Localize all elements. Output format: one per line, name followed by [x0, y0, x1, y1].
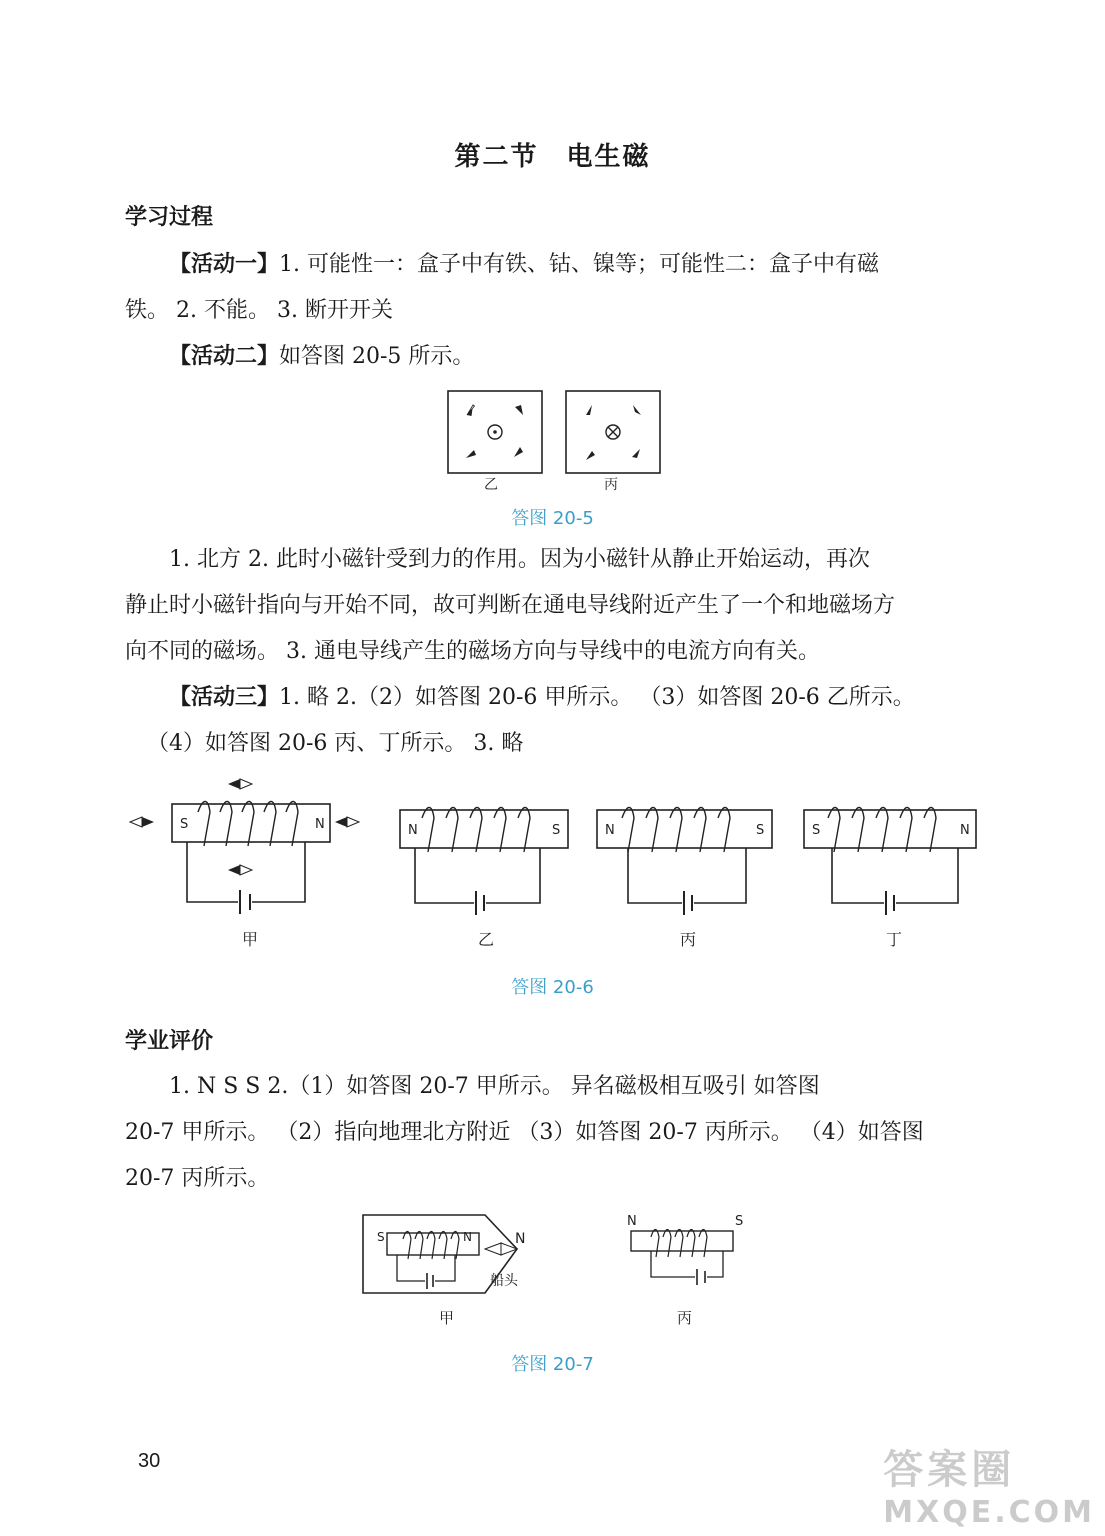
activity3-line2: （4）如答图 20-6 丙、丁所示。 3. 略: [147, 731, 524, 756]
activity1-block: [125, 241, 985, 334]
compass-needle-icon: [633, 405, 641, 415]
compass-needle-icon: [586, 451, 595, 460]
title-topic: 电生磁: [566, 142, 651, 172]
activity3-tag: 【活动三】: [169, 684, 280, 710]
pole-label: N: [960, 823, 970, 838]
evaluation-line2: 20-7 甲所示。 （2）指向地理北方附近 （3）如答图 20-7 丙所示。 （4）如答图: [125, 1120, 924, 1145]
compass-needle-icon: [335, 817, 359, 827]
answers2-line1: 1. 北方 2. 此时小磁针受到力的作用。因为小磁针从静止开始运动，再次: [169, 547, 870, 572]
activity2-block: [125, 333, 985, 380]
title-section: 第二节: [454, 142, 539, 172]
section-heading-evaluation: 学业评价: [125, 1029, 214, 1054]
fig206-circuit-d: [804, 808, 976, 950]
pole-label: N: [315, 817, 325, 832]
compass-needle-icon: [466, 450, 476, 458]
fig207-boat: [363, 1215, 525, 1327]
pole-label: N: [463, 1230, 472, 1244]
fig206-label-a: 甲: [242, 930, 259, 949]
compass-needle-icon: [586, 405, 592, 415]
compass-needle-icon: [467, 405, 475, 416]
activity1-line1: 1. 可能性一：盒子中有铁、钴、镍等；可能性二：盒子中有磁: [279, 252, 880, 277]
activity3-line1: 1. 略 2.（2）如答图 20-6 甲所示。 （3）如答图 20-6 乙所示。: [279, 685, 915, 710]
pole-label: S: [812, 823, 821, 838]
pole-label: N: [627, 1214, 637, 1229]
fig206-circuit-b: [400, 808, 568, 950]
fig206-circuit-a: [130, 779, 359, 949]
page-title: [0, 136, 1105, 173]
watermark: [883, 1438, 1095, 1530]
fig207-circuit-b: [627, 1214, 743, 1327]
activity2-tag: 【活动二】: [169, 343, 280, 369]
fig206-label-d: 丁: [886, 930, 903, 949]
compass-needle-icon: [515, 405, 523, 415]
compass-needle-icon: [228, 865, 252, 875]
fig205-label-b: 丙: [604, 477, 618, 493]
watermark-line1: 答案圈: [883, 1447, 1016, 1493]
pole-label: N: [605, 823, 615, 838]
figure-20-7: [355, 1205, 795, 1335]
evaluation-line1: 1. N S S 2.（1）如答图 20-7 甲所示。 异名磁极相互吸引 如答图: [169, 1074, 820, 1099]
fig207-caption: 答图 20-7: [511, 1354, 594, 1375]
pole-label: S: [552, 823, 561, 838]
pole-label: S: [377, 1230, 385, 1244]
compass-needle-icon: [228, 779, 252, 789]
compass-needle-icon: [130, 817, 154, 827]
activity1-tag: 【活动一】: [169, 251, 280, 277]
activity2-text: 如答图 20-5 所示。: [279, 344, 475, 369]
pole-label: S: [756, 823, 765, 838]
activity3-block: [125, 674, 985, 767]
fig206-circuit-c: [597, 808, 772, 950]
fig206-label-c: 丙: [680, 930, 697, 949]
pole-label: S: [180, 817, 189, 832]
pole-label: S: [735, 1214, 744, 1229]
needle-label: N: [515, 1231, 526, 1247]
compass-needle-icon: [632, 449, 640, 458]
section-heading-process: 学习过程: [125, 205, 214, 230]
fig206-label-b: 乙: [478, 930, 495, 949]
evaluation-block: [125, 1064, 985, 1202]
fig205-caption: 答图 20-5: [511, 508, 594, 529]
fig207-label-a: 甲: [439, 1309, 455, 1327]
fig205-box-b: [566, 391, 660, 473]
watermark-line2: MXQE.COM: [883, 1495, 1095, 1530]
fig206-caption: 答图 20-6: [511, 977, 594, 998]
answers2-block: [125, 537, 985, 675]
fig205-box-a: [448, 391, 542, 473]
evaluation-line3: 20-7 丙所示。: [125, 1166, 270, 1191]
page-number: 30: [138, 1450, 161, 1472]
answers2-line3: 向不同的磁场。 3. 通电导线产生的磁场方向与导线中的电流方向有关。: [125, 639, 820, 664]
answers2-line2: 静止时小磁针指向与开始不同，故可判断在通电导线附近产生了一个和地磁场方: [125, 593, 896, 618]
boat-label: 船头: [490, 1273, 518, 1289]
compass-needle-icon: [514, 447, 523, 457]
fig205-label-a: 乙: [484, 477, 498, 493]
fig207-label-b: 丙: [677, 1309, 693, 1327]
figure-20-6: [120, 770, 1000, 955]
pole-label: N: [408, 823, 418, 838]
figure-20-5: [440, 385, 670, 495]
activity1-line2: 铁。 2. 不能。 3. 断开开关: [125, 298, 393, 323]
